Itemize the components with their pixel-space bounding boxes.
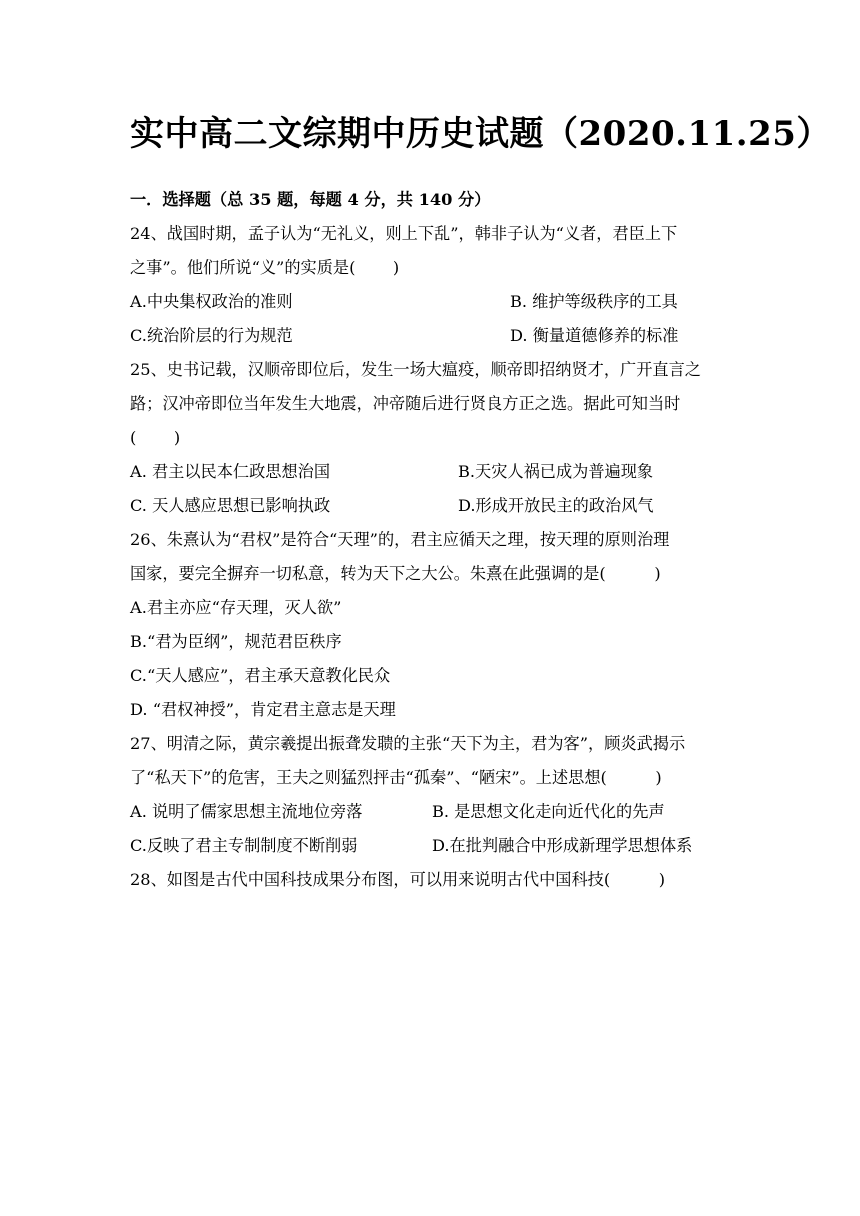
question-24-line-2: 之事”。他们所说“义”的实质是( ) [130, 258, 400, 277]
question-25-line-1: 25、史书记载，汉顺帝即位后，发生一场大瘟疫，顺帝即招纳贤才，广开直言之 [130, 360, 701, 379]
question-27-option-c: C.反映了君主专制制度不断削弱 [130, 836, 358, 855]
question-26-option-c: C.“天人感应”，君主承天意教化民众 [130, 666, 391, 685]
section-heading: 一．选择题（总 35 题，每题 4 分，共 140 分） [130, 190, 491, 209]
question-24-option-b: B. 维护等级秩序的工具 [510, 292, 678, 311]
question-25-option-c: C. 天人感应思想已影响执政 [130, 496, 331, 515]
question-24-option-a: A.中央集权政治的准则 [130, 292, 293, 311]
question-27-option-b: B. 是思想文化走向近代化的先声 [432, 802, 665, 821]
question-25-option-b: B.天灾人祸已成为普遍现象 [458, 462, 654, 481]
question-27-line-1: 27、明清之际，黄宗羲提出振聋发聩的主张“天下为主，君为客”，顾炎武揭示 [130, 734, 686, 753]
page-title: 实中高二文综期中历史试题（2020.11.25） [130, 114, 831, 154]
question-25-option-d: D.形成开放民主的政治风气 [458, 496, 654, 515]
question-26-option-b: B.“君为臣纲”，规范君臣秩序 [130, 632, 342, 651]
question-25-line-3: ( ) [130, 428, 181, 447]
question-26-line-2: 国家，要完全摒弃一切私意，转为天下之大公。朱熹在此强调的是( ) [130, 564, 661, 583]
question-26-option-a: A.君主亦应“存天理，灭人欲” [130, 598, 342, 617]
question-28-line-1: 28、如图是古代中国科技成果分布图，可以用来说明古代中国科技( ) [130, 870, 666, 889]
question-24-line-1: 24、战国时期，孟子认为“无礼义，则上下乱”，韩非子认为“义者，君臣上下 [130, 224, 678, 243]
question-24-option-d: D. 衡量道德修养的标准 [510, 326, 679, 345]
question-27-option-a: A. 说明了儒家思想主流地位旁落 [130, 802, 363, 821]
question-25-option-a: A. 君主以民本仁政思想治国 [130, 462, 331, 481]
question-26-option-d: D. “君权神授”，肯定君主意志是天理 [130, 700, 396, 719]
question-26-line-1: 26、朱熹认为“君权”是符合“天理”的，君主应循天之理，按天理的原则治理 [130, 530, 670, 549]
question-27-option-d: D.在批判融合中形成新理学思想体系 [432, 836, 693, 855]
question-24-option-c: C.统治阶层的行为规范 [130, 326, 293, 345]
question-25-line-2: 路；汉冲帝即位当年发生大地震，冲帝随后进行贤良方正之选。据此可知当时 [130, 394, 681, 413]
question-27-line-2: 了“私天下”的危害，王夫之则猛烈抨击“孤秦”、“陋宋”。上述思想( ) [130, 768, 662, 787]
